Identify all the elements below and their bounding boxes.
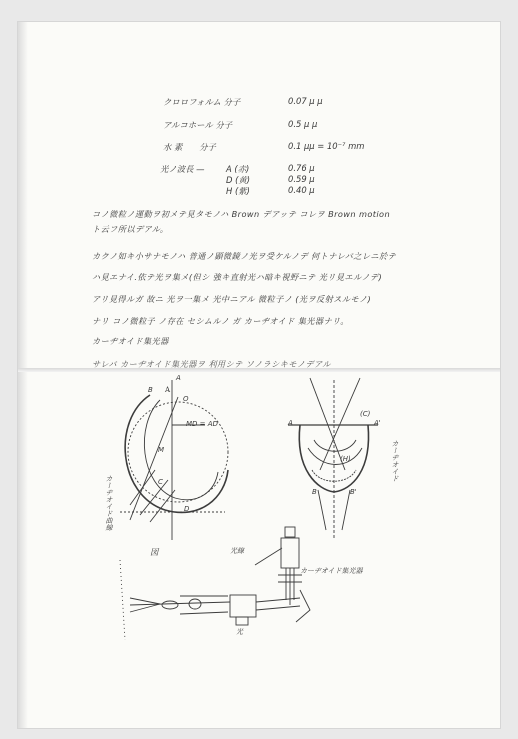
- wavelength-key-d: D (黄): [226, 175, 251, 185]
- property-label-alcohol: アルコホール 分子: [163, 120, 233, 130]
- wavelength-value-d: 0.59 μ: [288, 174, 315, 184]
- body-line-1: コノ微粒ノ運動ヲ初メテ見タモノハ Brown デアッテ コレヲ Brown motion: [92, 209, 391, 219]
- figure2-condenser: [288, 378, 378, 540]
- figure1-label-o: O: [183, 395, 189, 403]
- body-line-5: アリ見得ルガ 故ニ 光ヲ一集メ 光中ニアル 微粒子ノ (光ヲ反射スルモノ): [92, 294, 372, 304]
- figure1-label-c: C: [158, 478, 163, 486]
- figure2-label-b: B: [312, 488, 317, 496]
- figure3-optical-setup: [120, 527, 310, 640]
- property-label-chloroform: クロロフォルム 分子: [163, 97, 241, 107]
- figure1-label-a: A: [176, 374, 181, 382]
- property-label-hydrogen: 水 素 分子: [163, 142, 216, 152]
- body-line-3: カクノ如キ小サナモノハ 普通ノ顕微鏡ノ光ヲ受ケルノデ 何トナレバ之レニ於テ: [92, 251, 397, 261]
- figure1-number: 図: [150, 547, 159, 557]
- figure1-cardioid: [120, 380, 228, 540]
- property-value-alcohol: 0.5 μ μ: [288, 119, 318, 129]
- body-line-2: ト云フ所以デアル。: [92, 224, 169, 234]
- wavelength-value-h: 0.40 μ: [288, 185, 315, 195]
- property-value-chloroform: 0.07 μ μ: [288, 96, 323, 106]
- figure1-label-b: B: [148, 386, 153, 394]
- right-margin-note: カーヂオイド: [391, 440, 399, 482]
- fold-line-text: サレバ カーヂオイド集光器ヲ 利用シテ ソノラシキモノデアル: [92, 359, 331, 369]
- wavelength-value-a: 0.76 μ: [288, 163, 315, 173]
- figure2-label-b2: B': [350, 488, 357, 496]
- section-heading: カーヂオイド集光器: [92, 336, 169, 346]
- wavelength-key-h: H (紫): [226, 186, 250, 196]
- figure2-label-a: A: [288, 419, 293, 427]
- figure2-label-h: (H): [340, 455, 351, 463]
- figure2-label-c: (C): [360, 410, 371, 418]
- figure3-label-bottom: 光: [236, 628, 243, 636]
- figure3-label-light: 光線: [230, 547, 244, 555]
- wavelength-key-a: A (赤): [226, 164, 250, 174]
- wavelength-label: 光ノ波長 —: [160, 164, 205, 174]
- body-line-6: ナリ コノ微粒子 ノ存在 セシムルノ ガ カーヂオイド 集光器ナリ。: [92, 316, 349, 326]
- figure1-equation: MD = AD: [186, 420, 218, 428]
- figure2-label-a2: A': [374, 419, 381, 427]
- figure1-label-d: D: [184, 505, 190, 513]
- body-line-4: ハ見エナイ.依テ光ヲ集メ(但シ 強キ直射光ハ暗キ視野ニテ 光リ見エルノデ): [92, 272, 383, 282]
- figure1-label-m: M: [158, 446, 165, 454]
- property-value-hydrogen: 0.1 μμ = 10⁻⁷ mm: [288, 141, 365, 151]
- svg-text:A: A: [165, 386, 171, 394]
- figure3-label-condenser: カーヂオイド集光器: [300, 567, 363, 575]
- figure1-vertical-caption: カーヂオイド曲線: [105, 475, 113, 531]
